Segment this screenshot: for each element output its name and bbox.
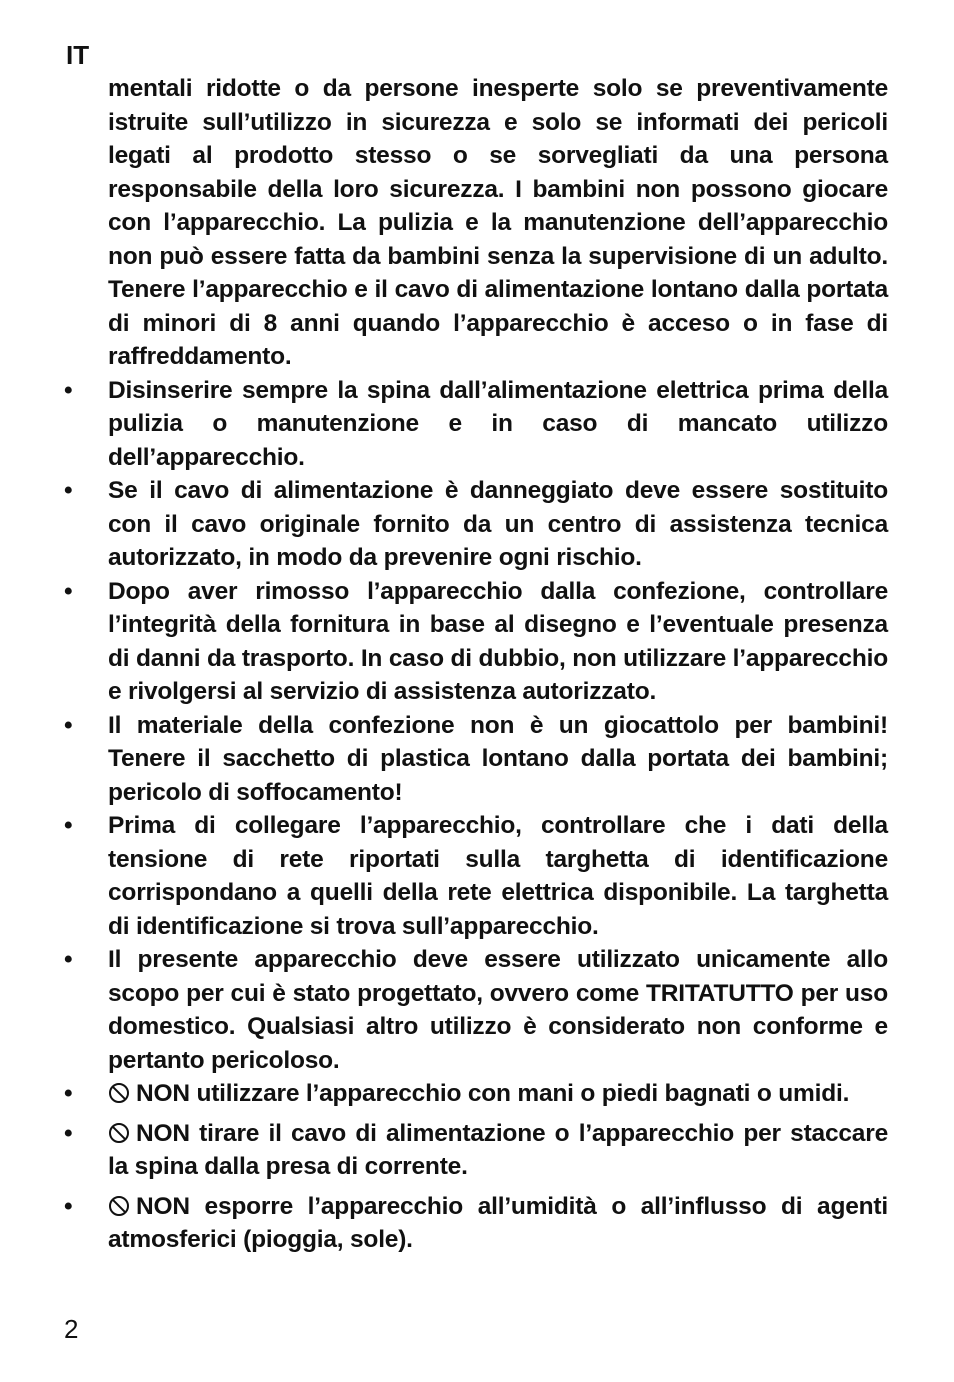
list-item-text: Disinserire sempre la spina dall’alimentazione elettrica prima della pulizia o manutenzione e in caso di mancato utilizzo dell’apparecchio. xyxy=(108,376,888,471)
page-number: 2 xyxy=(64,1314,79,1344)
list-item-text: Se il cavo di alimentazione è danneggiato deve essere sostituito con il cavo originale fornito da un centro di assistenza tecnica autorizzato, in modo da prevenire ogni rischio. xyxy=(108,477,888,571)
list-item xyxy=(62,374,888,475)
list-item xyxy=(62,943,888,1077)
bullet: • xyxy=(64,376,73,404)
continuation-text: mentali ridotte o da persone inesperte solo se preventivamente istruite sull’utilizzo in sicurezza e solo se informati dei pericoli legati al prodotto stesso o se sorvegliati da una persona responsabile della loro sicurezza. I bambini non possono giocare con l’apparecchio. La pulizia e la manutenzione dell’apparecchio non può essere fatta da bambini senza la supervisione di un adulto. Tenere l’apparecchio e il cavo di alimentazione lontano dalla portata di minori di 8 anni quando l’apparecchio è acceso o in fase di raffreddamento. xyxy=(108,75,888,370)
bullet: • xyxy=(64,1119,73,1147)
list-item-text: Il presente apparecchio deve essere utilizzato unicamente allo scopo per cui è stato progettato, ovvero come TRITATUTTO per uso domestico. Qualsiasi altro utilizzo è considerato non conforme e pertanto pericoloso. xyxy=(108,946,888,1074)
safety-text xyxy=(62,72,888,1257)
list-item xyxy=(62,1077,888,1111)
list-item-text: Prima di collegare l’apparecchio, controllare che i dati della tensione di rete riportati sulla targhetta di identificazione corrispondano a quelli della rete elettrica disponibile. La targhetta di identificazione si trova sull’apparecchio. xyxy=(108,812,888,940)
language-code: IT xyxy=(66,40,90,70)
bullet: • xyxy=(64,577,73,605)
list-item xyxy=(62,1117,888,1184)
list-item xyxy=(62,809,888,943)
bullet: • xyxy=(64,477,73,504)
list-item-text: Dopo aver rimosso l’apparecchio dalla confezione, controllare l’integrità della fornitura in base al disegno e l’eventuale presenza di danni da trasporto. In caso di dubbio, non utilizzare l’apparecchio e rivolgersi al servizio di assistenza autorizzato. xyxy=(108,577,888,705)
list-item xyxy=(62,709,888,810)
list-item xyxy=(62,575,888,709)
list-item xyxy=(62,1190,888,1257)
list-item xyxy=(62,474,888,575)
prohibition-icon xyxy=(108,1082,130,1104)
bullet: • xyxy=(64,1192,73,1220)
list-item-text: NON esporre l’apparecchio all’umidità o all’influsso di agenti atmosferici (pioggia, sole). xyxy=(108,1192,888,1253)
list-item-text: NON utilizzare l’apparecchio con mani o piedi bagnati o umidi. xyxy=(136,1080,850,1107)
list-item-text: Il materiale della confezione non è un giocattolo per bambini! Tenere il sacchetto di plastica lontano dalla portata dei bambini; pericolo di soffocamento! xyxy=(108,711,888,806)
list-item-text: NON tirare il cavo di alimentazione o l’apparecchio per staccare la spina dalla presa di corrente. xyxy=(108,1119,888,1180)
bullet: • xyxy=(64,946,73,973)
prohibition-icon xyxy=(108,1195,130,1217)
bullet: • xyxy=(64,1080,73,1107)
bullet: • xyxy=(64,711,73,739)
continuation-paragraph xyxy=(62,72,888,374)
prohibition-icon xyxy=(108,1122,130,1144)
bullet: • xyxy=(64,812,73,839)
